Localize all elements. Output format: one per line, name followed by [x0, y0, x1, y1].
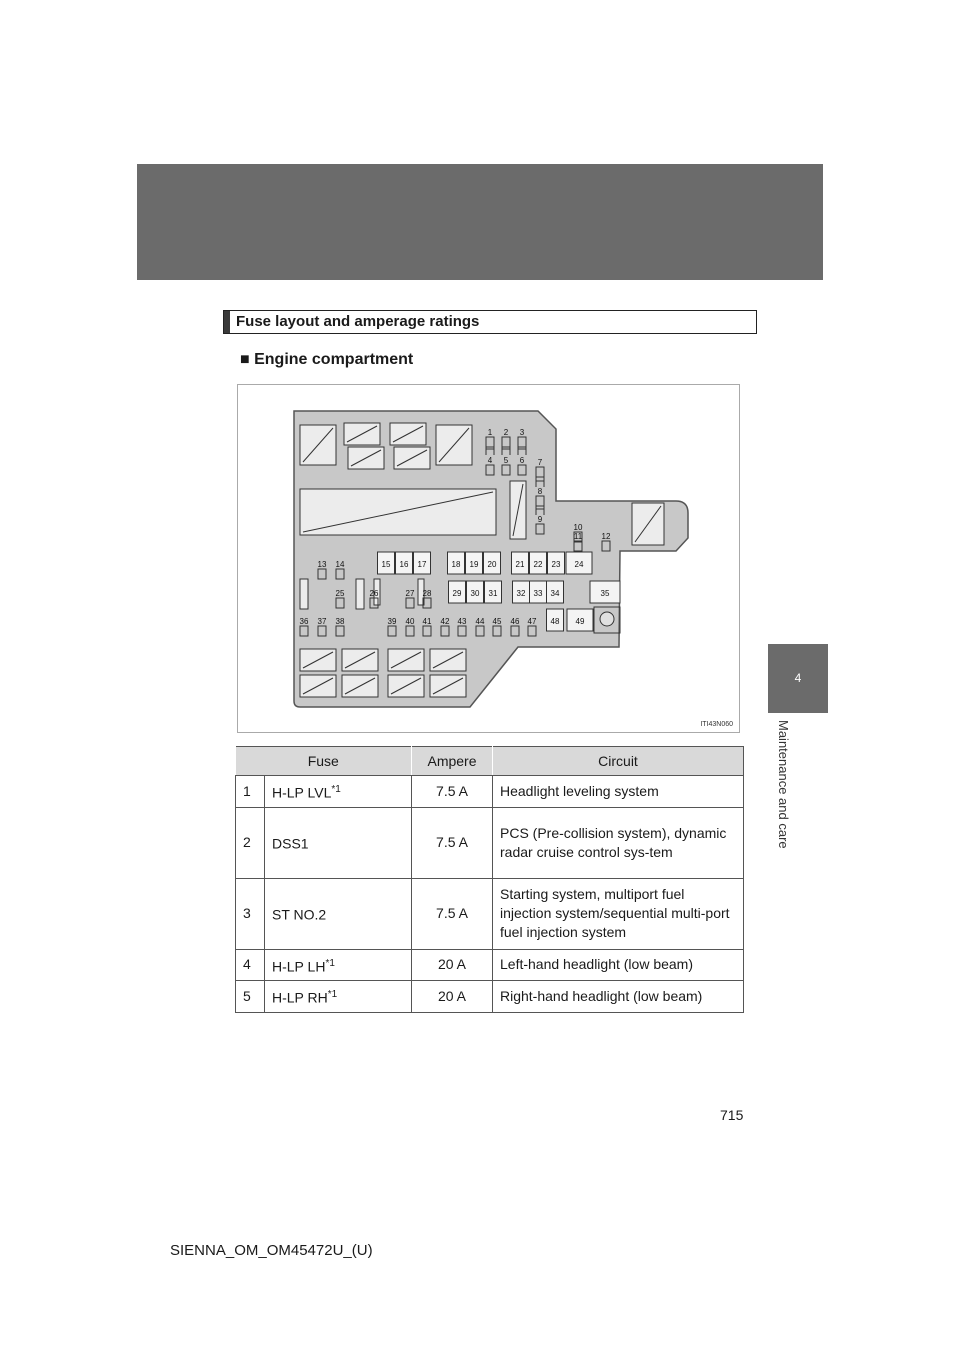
fuse-slot: [300, 579, 308, 609]
fuse-label-42: 42: [440, 617, 450, 626]
header-fuse: Fuse: [236, 747, 412, 776]
fuse-table: [235, 746, 744, 1013]
fuse-label-38: 38: [335, 617, 345, 626]
fuse-label-16: 16: [399, 560, 409, 569]
diagram-code: ITI43N060: [700, 721, 733, 728]
fuse-label-41: 41: [422, 617, 432, 626]
fuse-number: 4: [236, 949, 265, 981]
fuse-label-36: 36: [299, 617, 309, 626]
fuse-box-illustration: [238, 385, 739, 732]
fuse-label-49: 49: [575, 617, 585, 626]
fuse-label-39: 39: [387, 617, 397, 626]
document-id: SIENNA_OM_OM45472U_(U): [170, 1242, 373, 1259]
section-label: 4-3. Do-it-yourself maintenance: [577, 389, 759, 404]
fuse-label-48: 48: [550, 617, 560, 626]
fuse-label-43: 43: [457, 617, 467, 626]
fuse-label-21: 21: [515, 560, 525, 569]
fuse-label-30: 30: [470, 589, 480, 598]
fuse-number: 5: [236, 981, 265, 1013]
fuse-label-25: 25: [335, 589, 345, 598]
section-title-box: [223, 310, 757, 334]
fuse-circuit: PCS (Pre-collision system), dynamic radar cruise control sys-tem: [493, 807, 744, 878]
page-number: 715: [720, 1107, 744, 1123]
fuse-number: 1: [236, 776, 265, 808]
fuse-label-40: 40: [405, 617, 415, 626]
fuse-label-35: 35: [600, 589, 610, 598]
fuse-ampere: 20 A: [412, 981, 493, 1013]
fuse-label-18: 18: [451, 560, 461, 569]
fuse-label-20: 20: [487, 560, 497, 569]
fuse-label-19: 19: [469, 560, 479, 569]
fuse-name: ST NO.2: [265, 878, 412, 949]
subheading: ■ Engine compartment: [240, 351, 414, 368]
fuse-label-6: 6: [519, 456, 525, 465]
chapter-label: Maintenance and care: [776, 720, 791, 849]
fuse-ampere: 7.5 A: [412, 878, 493, 949]
fuse-label-46: 46: [510, 617, 520, 626]
fuse-label-32: 32: [516, 589, 526, 598]
chapter-tab: [768, 644, 828, 713]
table-row: [236, 981, 744, 1013]
fuse-label-5: 5: [503, 456, 509, 465]
table-row: [236, 807, 744, 878]
fuse-name: H-LP RH$^{*1}$: [265, 981, 412, 1013]
fuse-label-17: 17: [417, 560, 427, 569]
fuse-label-44: 44: [475, 617, 485, 626]
fuse-label-2: 2: [503, 428, 509, 437]
fuse-label-22: 22: [533, 560, 543, 569]
fuse-label-9: 9: [537, 515, 543, 524]
header-ampere: Ampere: [412, 747, 493, 776]
fuse-label-23: 23: [551, 560, 561, 569]
fuse-label-47: 47: [527, 617, 537, 626]
fuse-label-26: 26: [369, 589, 379, 598]
header-circuit: Circuit: [493, 747, 744, 776]
fuse-name: H-LP LVL$^{*1}$: [265, 776, 412, 808]
table-row: [236, 776, 744, 808]
fuse-label-4: 4: [487, 456, 493, 465]
fuse-name: H-LP LH$^{*1}$: [265, 949, 412, 981]
chapter-number: 4: [794, 671, 802, 685]
fuse-circuit: Right-hand headlight (low beam): [493, 981, 744, 1013]
fuse-label-37: 37: [317, 617, 327, 626]
fuse-label-10: 10: [573, 523, 583, 532]
fuse-label-15: 15: [381, 560, 391, 569]
fuse-label-12: 12: [601, 532, 611, 541]
fuse-label-8: 8: [537, 487, 543, 496]
fuse-circuit: Left-hand headlight (low beam): [493, 949, 744, 981]
fuse-label-29: 29: [452, 589, 462, 598]
fuse-label-14: 14: [335, 560, 345, 569]
fuse-ampere: 7.5 A: [412, 807, 493, 878]
table-row: [236, 878, 744, 949]
terminal-post: [600, 612, 614, 626]
fuse-label-31: 31: [488, 589, 498, 598]
fuse-label-1: 1: [487, 428, 493, 437]
section-title: Fuse layout and amperage ratings: [236, 313, 480, 330]
fuse-label-13: 13: [317, 560, 327, 569]
table-row: [236, 949, 744, 981]
fuse-number: 3: [236, 878, 265, 949]
fuse-ampere: 20 A: [412, 949, 493, 981]
fuse-label-27: 27: [405, 589, 415, 598]
fuse-label-3: 3: [519, 428, 525, 437]
fuse-number: 2: [236, 807, 265, 878]
fuse-label-34: 34: [550, 589, 560, 598]
fuse-label-33: 33: [533, 589, 543, 598]
fuse-label-28: 28: [422, 589, 432, 598]
fuse-slot: [356, 579, 364, 609]
fuse-circuit: Starting system, multiport fuel injection system/sequential multi-port fuel injection system: [493, 878, 744, 949]
fuse-label-24: 24: [574, 560, 584, 569]
fuse-box-diagram: [237, 384, 740, 733]
fuse-label-45: 45: [492, 617, 502, 626]
fuse-label-11: 11: [573, 532, 583, 541]
fuse-circuit: Headlight leveling system: [493, 776, 744, 808]
fuse-name: DSS1: [265, 807, 412, 878]
fuse-ampere: 7.5 A: [412, 776, 493, 808]
fuse-label-7: 7: [537, 458, 543, 467]
